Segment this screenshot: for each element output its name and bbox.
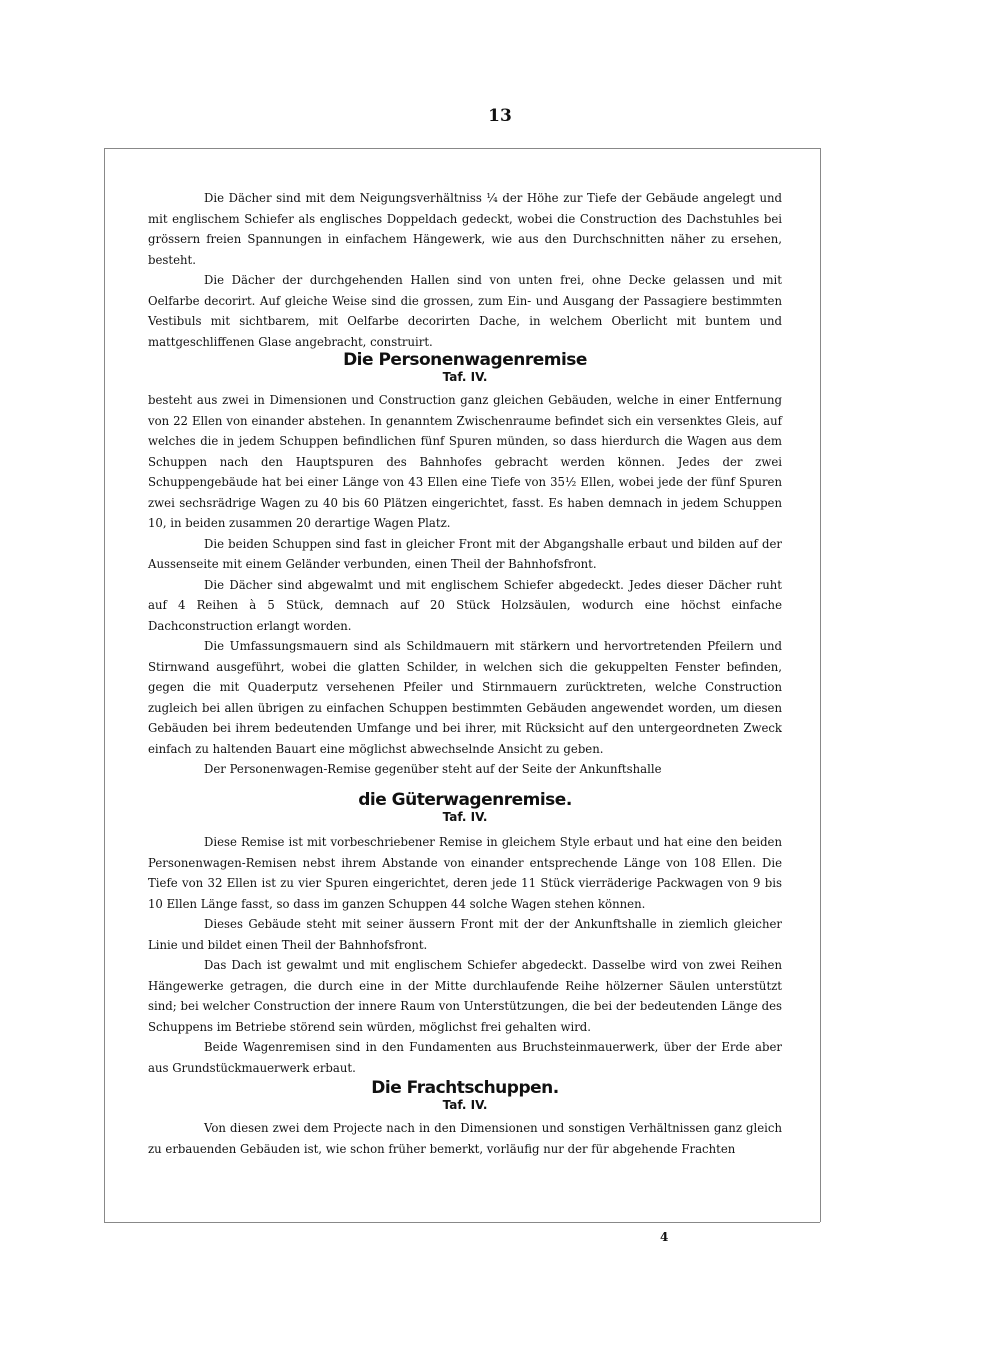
section-frachtschuppen [148, 1078, 782, 1159]
frame-top-rule [104, 148, 820, 149]
frame-bottom-rule [104, 1222, 820, 1223]
page-number: 13 [488, 106, 512, 126]
paragraph: Die Umfassungsmauern sind als Schildmauern mit stärkern und hervortretenden Pfeilern und Stirnwand ausgeführt, wobei die glatten Schilder, in welchen sich die gekuppelten Fenster befinden, gegen die mit Quaderputz versehenen Pfeiler und Stirnmauern zurücktreten, welche Construction zugleich bei allen übrigen zu einfachen Schuppen bestimmten Gebäuden angewendet worden, um diesen Gebäuden bei ihrem bedeutenden Umfange und bei ihrer, mit Rücksicht auf den untergeordneten Zweck einfach zu haltenden Bauart eine möglichst abwechselnde Ansicht zu geben. [148, 639, 782, 756]
paragraph: Die beiden Schuppen sind fast in gleicher Front mit der Abgangshalle erbaut und bilden auf der Aussenseite mit einem Geländer verbunden, einen Theil der Bahnhofsfront. [148, 536, 782, 571]
intro-paragraph-1: Die Dächer sind mit dem Neigungsverhältniss ¼ der Höhe zur Tiefe der Gebäude angelegt und mit englischem Schiefer als englisches Doppeldach gedeckt, wobei die Construction des Dachstuhles bei grössern freien Spannungen in einfachem Hängewerk, wie aus den Durchschnitten näher zu ersehen, besteht. [148, 191, 782, 267]
section-plate-ref: Taf. IV. [442, 370, 488, 384]
paragraph: Beide Wagenremisen sind in den Fundamenten aus Bruchsteinmauerwerk, über der Erde aber aus Grundstückmauerwerk erbaut. [148, 1040, 782, 1075]
paragraph: Die Dächer sind abgewalmt und mit englischem Schiefer abgedeckt. Jedes dieser Dächer ruht auf 4 Reihen à 5 Stück, demnach auf 20 Stück Holzsäulen, wodurch eine höchst einfache Dachconstruction erlangt worden. [148, 577, 782, 633]
frame-left-rule [104, 148, 105, 1222]
section-plate-ref: Taf. IV. [442, 1098, 488, 1112]
section-title: Die Personenwagenremise [343, 350, 587, 370]
paragraph: Dieses Gebäude steht mit seiner äussern Front mit der der Ankunftshalle in ziemlich gleicher Linie und bildet einen Theil der Bahnhofsfront. [148, 917, 782, 952]
intro-paragraph-2: Die Dächer der durchgehenden Hallen sind von unten frei, ohne Decke gelassen und mit Oelfarbe decorirt. Auf gleiche Weise sind die grossen, zum Ein- und Ausgang der Passagiere bestimmten Vestibuls mit sichtbarem, mit Oelfarbe decorirten Dache, in welchem Oberlicht mit buntem und mattgeschliffenen Glase angebracht, construirt. [148, 273, 782, 349]
paragraph: Der Personenwagen-Remise gegenüber steht auf der Seite der Ankunftshalle [204, 762, 662, 776]
section-gueterwagenremise [148, 790, 782, 1078]
section-title: die Güterwagenremise. [358, 790, 572, 810]
signature-mark: 4 [660, 1230, 669, 1244]
intro-block [148, 188, 782, 352]
frame-right-rule [820, 148, 821, 1222]
paragraph: besteht aus zwei in Dimensionen und Construction ganz gleichen Gebäuden, welche in einer Entfernung von 22 Ellen von einander abstehen. In genanntem Zwischenraume befindet sich ein versenktes Gleis, auf welches die in jedem Schuppen befindlichen fünf Spuren münden, so dass hierdurch die Wagen aus dem Schuppen nach den Hauptspuren des Bahnhofes gebracht werden können. Jedes der zwei Schuppengebäude hat bei einer Länge von 43 Ellen eine Tiefe von 35½ Ellen, wobei jede der fünf Spuren zwei sechsrädrige Wagen zu 40 bis 60 Plätzen eingerichtet, fasst. Es haben demnach in jedem Schuppen 10, in beiden zusammen 20 derartige Wagen Platz. [148, 393, 782, 530]
section-personenwagenremise [148, 350, 782, 780]
paragraph: Das Dach ist gewalmt und mit englischem Schiefer abgedeckt. Dasselbe wird von zwei Reihen Hängewerke getragen, die durch eine in der Mitte durchlaufende Reihe hölzerner Säulen unterstützt sind; bei welcher Construction der innere Raum von Unterstützungen, die bei der bedeutenden Länge des Schuppens im Betriebe störend sein würden, möglichst frei gehalten wird. [148, 958, 782, 1034]
section-title: Die Frachtschuppen. [371, 1078, 559, 1098]
paragraph: Diese Remise ist mit vorbeschriebener Remise in gleichem Style erbaut und hat eine den beiden Personenwagen-Remisen nebst ihrem Abstande von einander entsprechende Länge von 108 Ellen. Die Tiefe von 32 Ellen ist zu vier Spuren eingerichtet, deren jede 11 Stück vierräderige Packwagen von 9 bis 10 Ellen Länge fasst, so dass im ganzen Schuppen 44 solche Wagen stehen können. [148, 835, 782, 911]
section-plate-ref: Taf. IV. [442, 810, 488, 824]
paragraph: Von diesen zwei dem Projecte nach in den Dimensionen und sonstigen Verhältnissen ganz gleich zu erbauenden Gebäuden ist, wie schon früher bemerkt, vorläufig nur der für abgehende Frachten [148, 1121, 782, 1156]
